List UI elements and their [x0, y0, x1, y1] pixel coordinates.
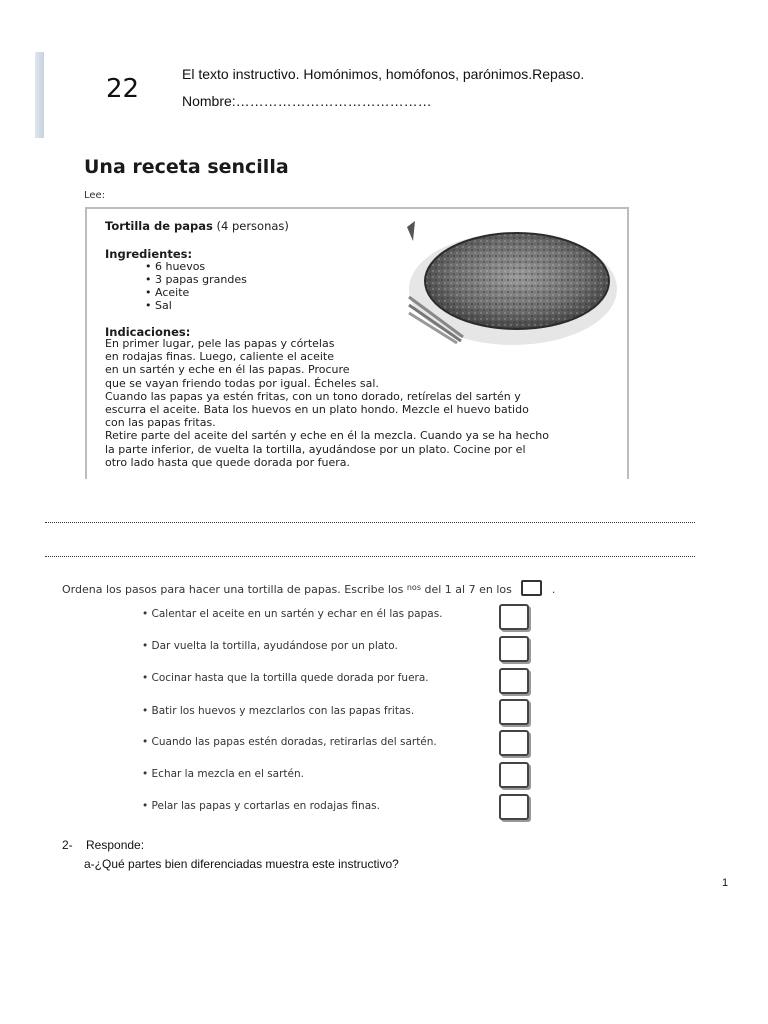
ingredients-label: Ingredientes: [105, 247, 193, 261]
name-field-line: Nombre:…………………………………… [182, 93, 432, 109]
servings: (4 personas) [216, 219, 289, 233]
worksheet-number: 22 [106, 74, 140, 104]
step-item: • Cuando las papas estén doradas, retirarlas del sartén. [142, 736, 437, 748]
instruction-line: la parte inferior, de vuelta la tortilla, ayudándose por un plato. Cocine por el [105, 442, 526, 456]
step-item: • Echar la mezcla en el sartén. [142, 768, 304, 780]
instruction-line: en un sartén y eche en él las papas. Procure [105, 363, 350, 377]
read-label: Lee: [84, 190, 106, 201]
order-instruction-text: . [551, 583, 556, 596]
instruction-line: con las papas fritas. [105, 416, 216, 430]
instructions-label: Indicaciones: [105, 325, 191, 339]
step-number-box[interactable] [499, 604, 529, 630]
step-item: • Cocinar hasta que la tortilla quede dorada por fuera. [142, 672, 429, 684]
order-instruction-abbr: nos [406, 583, 421, 592]
instruction-line: otro lado hasta que quede dorada por fuera. [105, 455, 351, 469]
worksheet-title: El texto instructivo. Homónimos, homófonos, parónimos.Repaso. [182, 66, 585, 82]
question-2-label: 2- Responde: [62, 838, 145, 852]
step-item: • Batir los huevos y mezclarlos con las papas fritas. [142, 705, 415, 717]
dish-name: Tortilla de papas [105, 219, 213, 233]
recipe-title [105, 219, 289, 233]
ingredient-item: • Sal [145, 299, 172, 312]
page-edge-strip [35, 52, 44, 138]
instructions-text [105, 337, 617, 469]
step-number-box[interactable] [499, 794, 529, 820]
step-item: • Calentar el aceite en un sartén y echar en él las papas. [142, 608, 443, 620]
tortilla-image [405, 219, 619, 347]
recipe-box [85, 207, 629, 479]
instruction-line: que se vayan friendo todas por igual. Écheles sal. [105, 376, 379, 390]
ingredient-item: • 3 papas grandes [145, 273, 247, 286]
example-box-icon [521, 580, 542, 596]
order-instruction [62, 580, 555, 596]
step-number-box[interactable] [499, 668, 529, 694]
step-item: • Dar vuelta la tortilla, ayudándose por un plato. [142, 640, 398, 652]
step-number-box[interactable] [499, 730, 529, 756]
step-number-box[interactable] [499, 699, 529, 725]
order-instruction-text: Ordena los pasos para hacer una tortilla de papas. Escribe los [62, 583, 404, 596]
footer-page-number: 1 [722, 877, 729, 889]
step-number-box[interactable] [499, 762, 529, 788]
step-item: • Pelar las papas y cortarlas en rodajas finas. [142, 800, 380, 812]
answer-line[interactable] [45, 522, 695, 523]
instruction-line: escurra el aceite. Bata los huevos en un plato hondo. Mezcle el huevo batido [105, 403, 529, 417]
instruction-line: En primer lugar, pele las papas y córtelas [105, 337, 335, 350]
instruction-line: Retire parte del aceite del sartén y eche en él la mezcla. Cuando ya se ha hecho [105, 429, 550, 443]
answer-line[interactable] [45, 556, 695, 557]
ingredient-item: • 6 huevos [145, 260, 206, 273]
ingredient-item: • Aceite [145, 286, 190, 299]
instruction-line: Cuando las papas ya estén fritas, con un tono dorado, retírelas del sartén y [105, 389, 521, 403]
step-number-box[interactable] [499, 636, 529, 662]
recipe-heading: Una receta sencilla [84, 156, 289, 178]
order-instruction-text: del 1 al 7 en los [424, 583, 512, 596]
instruction-line: en rodajas finas. Luego, caliente el aceite [105, 350, 334, 364]
question-2a: a-¿Qué partes bien diferenciadas muestra este instructivo? [84, 857, 399, 871]
ingredients-list [145, 260, 247, 312]
